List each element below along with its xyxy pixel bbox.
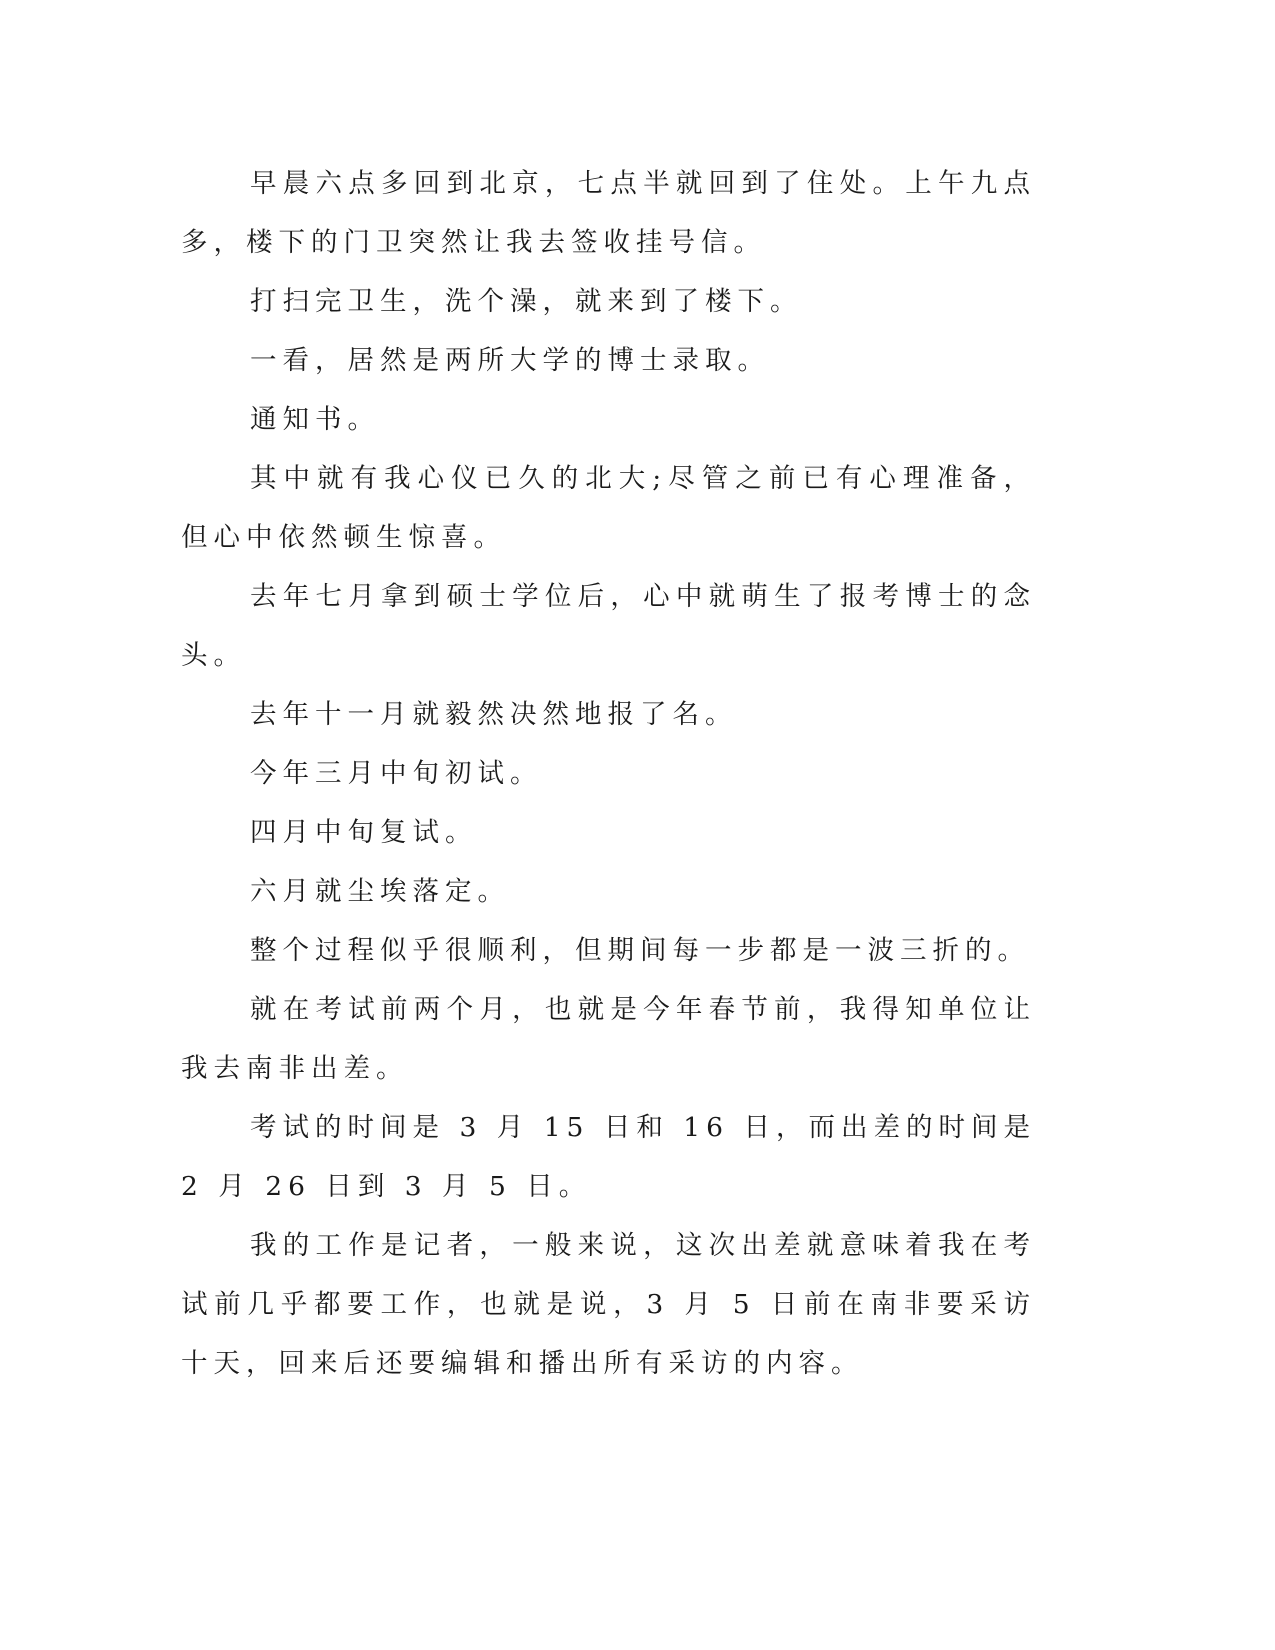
paragraph: 我的工作是记者，一般来说，这次出差就意味着我在考试前几乎都要工作，也就是说，3 月 5 日前在南非要采访十天，回来后还要编辑和播出所有采访的内容。 xyxy=(181,1230,1036,1379)
paragraph: 打扫完卫生，洗个澡，就来到了楼下。 xyxy=(250,286,803,317)
paragraph: 今年三月中旬初试。 xyxy=(250,758,543,789)
paragraph: 四月中旬复试。 xyxy=(250,817,478,848)
paragraph: 其中就有我心仪已久的北大;尽管之前已有心理准备，但心中依然顿生惊喜。 xyxy=(181,463,1036,553)
paragraph: 去年十一月就毅然决然地报了名。 xyxy=(250,699,738,730)
paragraph: 早晨六点多回到北京，七点半就回到了住处。上午九点多，楼下的门卫突然让我去签收挂号信。 xyxy=(181,168,1036,258)
paragraph: 考试的时间是 3 月 15 日和 16 日，而出差的时间是 2 月 26 日到 3 月 5 日。 xyxy=(181,1112,1036,1202)
paragraph: 六月就尘埃落定。 xyxy=(250,876,510,907)
paragraph: 通知书。 xyxy=(250,404,380,435)
paragraph: 整个过程似乎很顺利，但期间每一步都是一波三折的。 xyxy=(250,935,1030,966)
paragraph: 去年七月拿到硕士学位后，心中就萌生了报考博士的念头。 xyxy=(181,581,1036,671)
paragraph: 就在考试前两个月，也就是今年春节前，我得知单位让我去南非出差。 xyxy=(181,994,1036,1084)
paragraph: 一看，居然是两所大学的博士录取。 xyxy=(250,345,770,376)
document-body xyxy=(181,154,1036,1393)
